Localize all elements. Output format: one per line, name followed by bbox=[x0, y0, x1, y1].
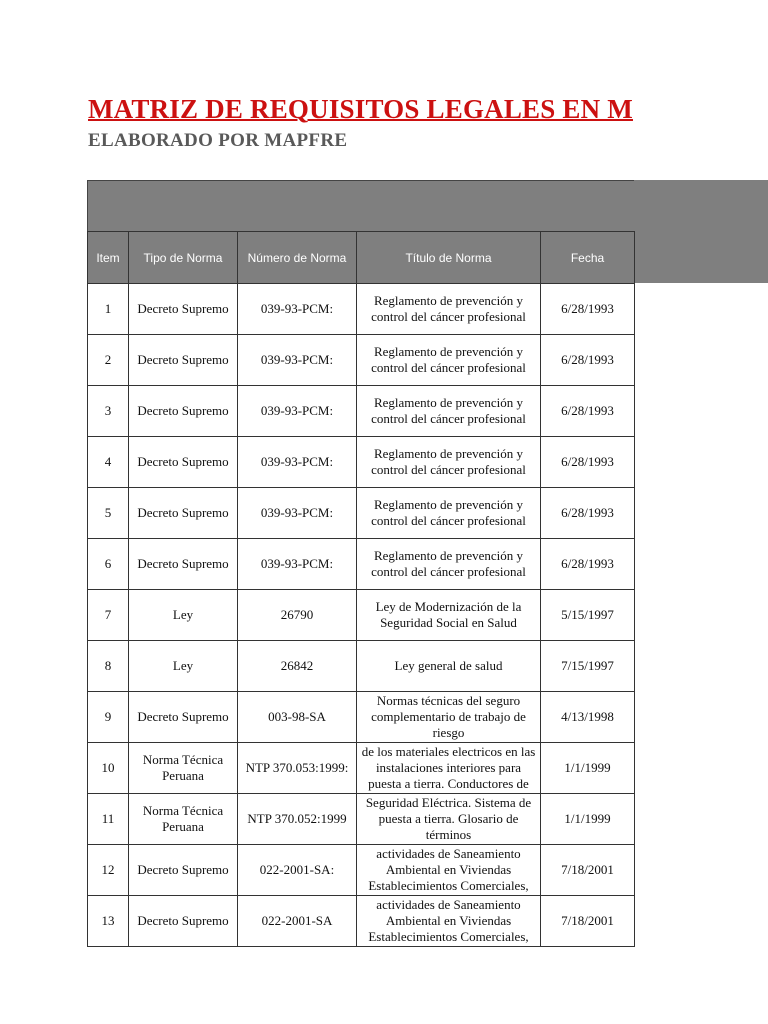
document-title: MATRIZ DE REQUISITOS LEGALES EN M bbox=[88, 94, 633, 124]
cell-tipo[interactable] bbox=[129, 743, 238, 794]
table-header-row bbox=[88, 232, 635, 284]
table-row bbox=[88, 284, 635, 335]
cell-fecha[interactable] bbox=[541, 437, 635, 488]
table-top-band bbox=[87, 180, 634, 232]
cell-tipo[interactable] bbox=[129, 590, 238, 641]
cell-numero-text: 039-93-PCM: bbox=[260, 454, 334, 469]
cell-item[interactable] bbox=[88, 692, 129, 743]
cell-titulo[interactable] bbox=[357, 488, 541, 539]
cell-titulo-text: actividades de Saneamiento Ambiental en Viviendas Establecimientos Comerciales, bbox=[368, 846, 529, 893]
cell-numero-text: 039-93-PCM: bbox=[260, 556, 334, 571]
cell-fecha[interactable] bbox=[541, 590, 635, 641]
cell-fecha-text: 4/13/1998 bbox=[561, 709, 614, 724]
cell-titulo[interactable] bbox=[357, 284, 541, 335]
cell-tipo-text: Norma Técnica Peruana bbox=[142, 803, 224, 834]
cell-fecha[interactable] bbox=[541, 335, 635, 386]
cell-numero-text: 022-2001-SA bbox=[261, 913, 333, 928]
cell-item[interactable] bbox=[88, 896, 129, 947]
table-row bbox=[88, 896, 635, 947]
cell-titulo[interactable] bbox=[357, 845, 541, 896]
cell-numero-text: 003-98-SA bbox=[268, 709, 326, 724]
cell-numero[interactable] bbox=[238, 896, 357, 947]
cell-fecha-text: 6/28/1993 bbox=[561, 301, 614, 316]
cell-fecha-text: 5/15/1997 bbox=[561, 607, 614, 622]
column-header-tipo[interactable]: Tipo de Norma bbox=[129, 232, 238, 284]
column-header-titulo[interactable]: Título de Norma bbox=[357, 232, 541, 284]
cell-item-text: 11 bbox=[101, 811, 115, 826]
cell-titulo[interactable] bbox=[357, 794, 541, 845]
cell-tipo[interactable] bbox=[129, 284, 238, 335]
table-row bbox=[88, 794, 635, 845]
cell-fecha-text: 6/28/1993 bbox=[561, 454, 614, 469]
table-row bbox=[88, 845, 635, 896]
cell-fecha-text: 1/1/1999 bbox=[564, 811, 611, 826]
cell-item[interactable] bbox=[88, 539, 129, 590]
cell-tipo[interactable] bbox=[129, 794, 238, 845]
cell-fecha[interactable] bbox=[541, 539, 635, 590]
cell-titulo[interactable] bbox=[357, 437, 541, 488]
cell-titulo[interactable] bbox=[357, 896, 541, 947]
cell-item-text: 5 bbox=[104, 505, 112, 520]
cell-numero[interactable] bbox=[238, 692, 357, 743]
table-row bbox=[88, 488, 635, 539]
cell-item-text: 13 bbox=[101, 913, 115, 928]
table-row bbox=[88, 641, 635, 692]
cell-fecha-text: 1/1/1999 bbox=[564, 760, 611, 775]
cell-item-text: 12 bbox=[101, 862, 115, 877]
cell-item-text: 10 bbox=[101, 760, 115, 775]
cell-item[interactable] bbox=[88, 794, 129, 845]
cell-fecha-text: 7/15/1997 bbox=[561, 658, 614, 673]
cell-tipo-text: Decreto Supremo bbox=[137, 403, 229, 418]
cell-item[interactable] bbox=[88, 641, 129, 692]
cell-tipo-text: Decreto Supremo bbox=[137, 913, 229, 928]
cell-fecha[interactable] bbox=[541, 743, 635, 794]
cell-item-text: 8 bbox=[104, 658, 112, 673]
cell-numero[interactable] bbox=[238, 743, 357, 794]
cell-titulo[interactable] bbox=[357, 335, 541, 386]
cell-titulo-text: Reglamento de prevención y control del cáncer profesional bbox=[371, 446, 526, 477]
cell-numero-text: 039-93-PCM: bbox=[260, 505, 334, 520]
cell-titulo-text: Reglamento de prevención y control del cáncer profesional bbox=[371, 344, 526, 375]
cell-fecha-text: 6/28/1993 bbox=[561, 352, 614, 367]
table-row bbox=[88, 743, 635, 794]
cell-tipo[interactable] bbox=[129, 641, 238, 692]
cell-titulo-text: Ley de Modernización de la Seguridad Social en Salud bbox=[375, 599, 522, 630]
cell-tipo-text: Ley bbox=[172, 607, 194, 622]
cell-fecha[interactable] bbox=[541, 386, 635, 437]
cell-item[interactable] bbox=[88, 590, 129, 641]
cell-tipo[interactable] bbox=[129, 845, 238, 896]
cell-tipo-text: Decreto Supremo bbox=[137, 505, 229, 520]
cell-numero[interactable] bbox=[238, 539, 357, 590]
cell-titulo[interactable] bbox=[357, 539, 541, 590]
column-header-item[interactable]: Item bbox=[88, 232, 129, 284]
cell-numero-text: NTP 370.053:1999: bbox=[245, 760, 349, 775]
cell-tipo-text: Ley bbox=[172, 658, 194, 673]
table-row bbox=[88, 386, 635, 437]
cell-tipo-text: Decreto Supremo bbox=[137, 862, 229, 877]
document-title-container bbox=[88, 94, 634, 128]
cell-numero[interactable] bbox=[238, 437, 357, 488]
cell-numero-text: 039-93-PCM: bbox=[260, 352, 334, 367]
cell-item-text: 2 bbox=[104, 352, 112, 367]
cell-item[interactable] bbox=[88, 743, 129, 794]
cell-titulo[interactable] bbox=[357, 386, 541, 437]
cell-numero-text: NTP 370.052:1999 bbox=[247, 811, 347, 826]
cell-fecha[interactable] bbox=[541, 896, 635, 947]
cell-fecha[interactable] bbox=[541, 692, 635, 743]
cell-tipo-text: Decreto Supremo bbox=[137, 454, 229, 469]
cell-titulo-text: actividades de Saneamiento Ambiental en Viviendas Establecimientos Comerciales, bbox=[368, 897, 529, 944]
cell-titulo-text: Reglamento de prevención y control del cáncer profesional bbox=[371, 293, 526, 324]
cell-item[interactable] bbox=[88, 335, 129, 386]
cell-tipo[interactable] bbox=[129, 896, 238, 947]
cell-tipo-text: Decreto Supremo bbox=[137, 301, 229, 316]
cell-tipo[interactable] bbox=[129, 386, 238, 437]
cell-tipo-text: Decreto Supremo bbox=[137, 352, 229, 367]
cell-fecha[interactable] bbox=[541, 794, 635, 845]
cell-numero[interactable] bbox=[238, 794, 357, 845]
table-row bbox=[88, 539, 635, 590]
cell-numero-text: 26842 bbox=[280, 658, 314, 673]
column-header-fecha[interactable]: Fecha bbox=[541, 232, 635, 284]
cell-titulo[interactable] bbox=[357, 743, 541, 794]
table-row bbox=[88, 590, 635, 641]
cell-tipo[interactable] bbox=[129, 335, 238, 386]
cell-item-text: 3 bbox=[104, 403, 112, 418]
cell-numero-text: 022-2001-SA: bbox=[259, 862, 335, 877]
cell-titulo-text: Ley general de salud bbox=[394, 658, 503, 673]
cell-tipo[interactable] bbox=[129, 437, 238, 488]
cell-item-text: 4 bbox=[104, 454, 112, 469]
cell-tipo-text: Norma Técnica Peruana bbox=[142, 752, 224, 783]
cell-item[interactable] bbox=[88, 488, 129, 539]
cell-numero[interactable] bbox=[238, 284, 357, 335]
cell-tipo[interactable] bbox=[129, 692, 238, 743]
cell-item[interactable] bbox=[88, 845, 129, 896]
cell-tipo[interactable] bbox=[129, 488, 238, 539]
cell-item[interactable] bbox=[88, 284, 129, 335]
cell-numero[interactable] bbox=[238, 335, 357, 386]
cell-fecha[interactable] bbox=[541, 845, 635, 896]
cell-numero-text: 039-93-PCM: bbox=[260, 301, 334, 316]
cell-numero[interactable] bbox=[238, 641, 357, 692]
cell-titulo[interactable] bbox=[357, 590, 541, 641]
cell-fecha-text: 6/28/1993 bbox=[561, 403, 614, 418]
cell-tipo-text: Decreto Supremo bbox=[137, 709, 229, 724]
table-row bbox=[88, 437, 635, 488]
cell-titulo-text: Reglamento de prevención y control del cáncer profesional bbox=[371, 548, 526, 579]
cell-titulo-text: Reglamento de prevención y control del cáncer profesional bbox=[371, 497, 526, 528]
cell-fecha[interactable] bbox=[541, 284, 635, 335]
cell-numero[interactable] bbox=[238, 845, 357, 896]
table-header-extension bbox=[634, 180, 768, 283]
cell-fecha[interactable] bbox=[541, 641, 635, 692]
cell-item-text: 6 bbox=[104, 556, 112, 571]
requirements-table bbox=[87, 231, 635, 947]
cell-fecha[interactable] bbox=[541, 488, 635, 539]
cell-numero[interactable] bbox=[238, 488, 357, 539]
cell-item-text: 9 bbox=[104, 709, 112, 724]
cell-titulo-text: Seguridad Eléctrica. Sistema de puesta a tierra. Glosario de términos bbox=[365, 795, 532, 842]
cell-numero[interactable] bbox=[238, 590, 357, 641]
cell-item[interactable] bbox=[88, 386, 129, 437]
cell-titulo-text: Reglamento de prevención y control del cáncer profesional bbox=[371, 395, 526, 426]
cell-titulo[interactable] bbox=[357, 692, 541, 743]
cell-item-text: 1 bbox=[104, 301, 112, 316]
cell-fecha-text: 7/18/2001 bbox=[561, 913, 614, 928]
cell-titulo-text: de los materiales electricos en las instalaciones interiores para puesta a tierra. Conductores de bbox=[361, 744, 536, 791]
cell-numero-text: 039-93-PCM: bbox=[260, 403, 334, 418]
table-row bbox=[88, 692, 635, 743]
cell-fecha-text: 6/28/1993 bbox=[561, 556, 614, 571]
cell-titulo-text: Normas técnicas del seguro complementario de trabajo de riesgo bbox=[371, 693, 526, 740]
cell-item-text: 7 bbox=[104, 607, 112, 622]
cell-titulo[interactable] bbox=[357, 641, 541, 692]
cell-numero-text: 26790 bbox=[280, 607, 314, 622]
table-row bbox=[88, 335, 635, 386]
column-header-numero[interactable]: Número de Norma bbox=[238, 232, 357, 284]
cell-fecha-text: 7/18/2001 bbox=[561, 862, 614, 877]
cell-item[interactable] bbox=[88, 437, 129, 488]
cell-fecha-text: 6/28/1993 bbox=[561, 505, 614, 520]
cell-tipo[interactable] bbox=[129, 539, 238, 590]
cell-tipo-text: Decreto Supremo bbox=[137, 556, 229, 571]
document-subtitle: ELABORADO POR MAPFRE bbox=[88, 130, 348, 151]
cell-numero[interactable] bbox=[238, 386, 357, 437]
